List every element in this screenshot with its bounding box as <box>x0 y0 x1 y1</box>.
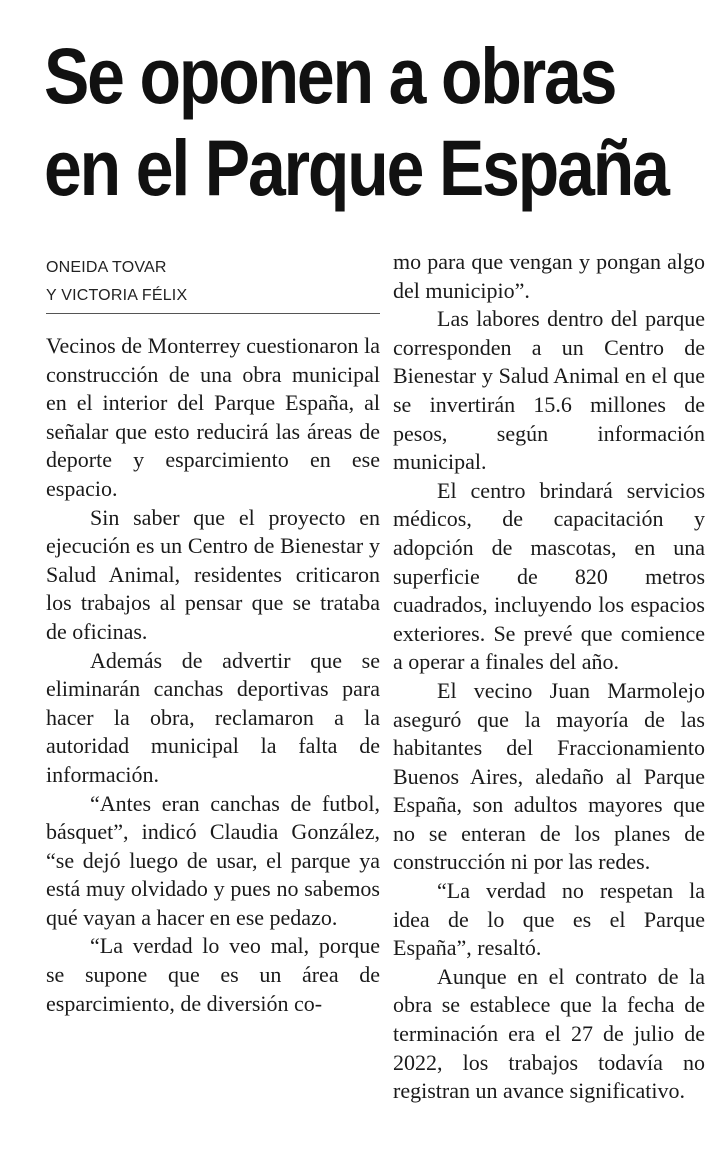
paragraph: Además de advertir que se eliminarán canchas deportivas para hacer la obra, reclamaron a la autoridad municipal la falta de información. <box>46 647 380 787</box>
headline-line-2: en el Parque España <box>44 123 668 212</box>
paragraph: “La verdad no respetan la idea de lo que es el Parque España”, resaltó. <box>393 878 705 961</box>
paragraph: El vecino Juan Marmolejo aseguró que la mayoría de las habitantes del Fraccionamiento Buenos Aires, aledaño al Parque España, son adultos mayores que no se enteran de los planes de construcción ni por las redes. <box>393 677 705 875</box>
headline <box>44 30 668 214</box>
paragraph: El centro brindará servicios médicos, de capacitación y adopción de mascotas, en una superficie de 820 metros cuadrados, incluyendo los espacios exteriores. Se prevé que comience a operar a finales del año. <box>393 477 705 675</box>
paragraph: Vecinos de Monterrey cuestionaron la construcción de una obra municipal en el interior del Parque España, al señalar que esto reducirá las áreas de deporte y esparcimiento en ese espacio. <box>46 333 380 501</box>
paragraph: Aunque en el contrato de la obra se establece que la fecha de terminación era el 27 de julio de 2022, los trabajos todavía no registran un avance significativo. <box>393 963 705 1104</box>
article-column-left <box>46 332 380 1018</box>
article-column-right <box>393 248 705 1106</box>
headline-line-1: Se oponen a obras <box>44 31 616 120</box>
byline-author-2: Y VICTORIA FÉLIX <box>46 287 188 304</box>
paragraph: Las labores dentro del parque corresponden a un Centro de Bienestar y Salud Animal en el que se invertirán 15.6 millones de pesos, según información municipal. <box>393 306 705 475</box>
byline-author-1: ONEIDA TOVAR <box>46 259 167 276</box>
byline-divider <box>46 313 380 314</box>
byline <box>46 254 380 310</box>
paragraph: “La verdad lo veo mal, porque se supone que es un área de esparcimiento, de diversión co- <box>46 933 380 1016</box>
paragraph: Sin saber que el proyecto en ejecución es un Centro de Bienestar y Salud Animal, residentes criticaron los trabajos al pensar que se trataba de oficinas. <box>46 504 380 644</box>
paragraph: “Antes eran canchas de futbol, básquet”, indicó Claudia González, “se dejó luego de usar, el parque ya está muy olvidado y pues no sabemos qué vayan a hacer en ese pedazo. <box>46 790 380 930</box>
paragraph: mo para que vengan y pongan algo del municipio”. <box>393 249 705 303</box>
